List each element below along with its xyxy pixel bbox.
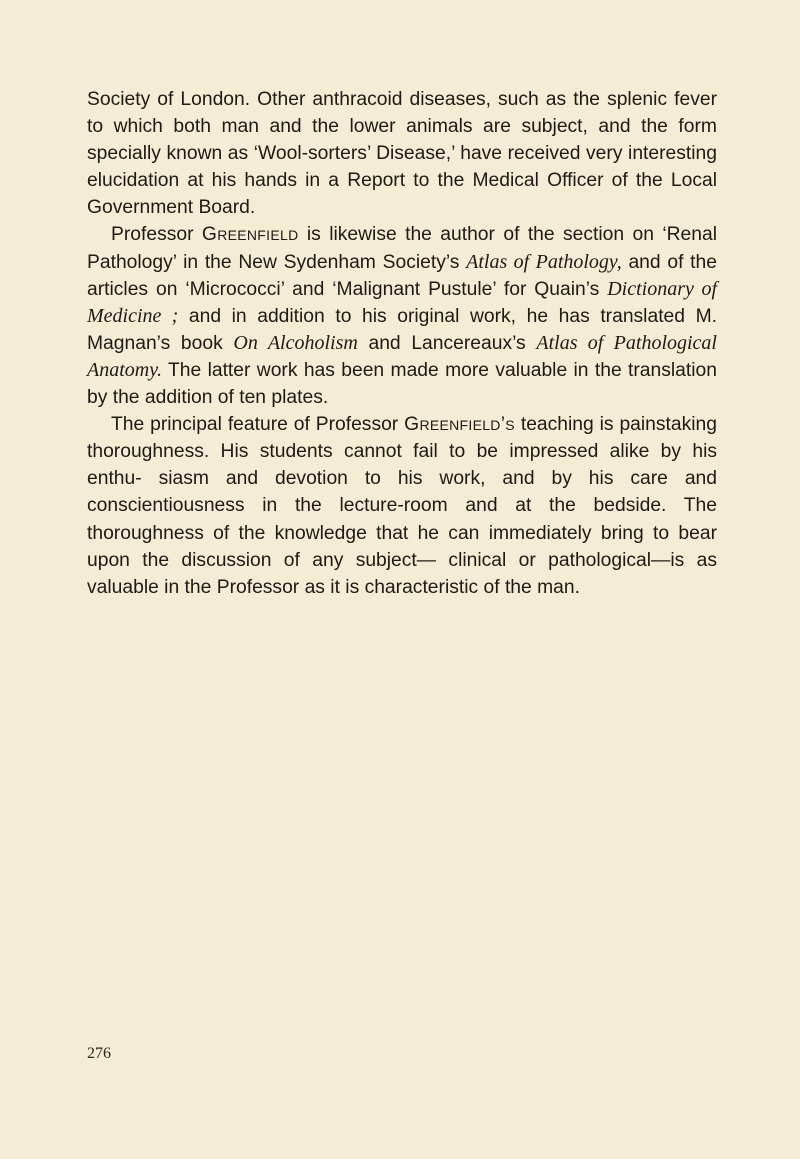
body-text [87, 86, 717, 601]
text-run: The principal feature of Professor [111, 414, 405, 436]
text-run: and Lancereaux’s [357, 332, 537, 354]
paragraph [87, 411, 717, 601]
paragraph [87, 86, 717, 221]
book-title: Atlas of Pathology, [466, 250, 622, 273]
book-title: Dictionary of Medicine ; [87, 277, 718, 327]
text-run: is likewise the author of the section on ‘Renal Pathology’ in the New Sydenham Society’s [87, 224, 717, 273]
text-run: The latter work has been made more valuable in the translation by the addition of ten plates. [87, 359, 717, 409]
text-run: and in addition to his original work, he has translated M. Magnan’s book [87, 305, 717, 354]
paragraph [87, 221, 717, 411]
page-number: 276 [87, 1045, 111, 1062]
text-run: Professor [111, 224, 202, 246]
text-run: teaching is painstaking thoroughness. His students cannot fail to be impressed alike by his enthu- siasm and devotion to his work, and by his care and conscientiousness in the lecture-room and at the bedside. The thoroughness of the knowledge that he can immediately bring to bear upon the discussion of any subject— clinical or pathological—is as valuable in the Professor as it is characteristic of the man. [87, 414, 717, 598]
text-run: and of the articles on ‘Micrococci’ and ‘Malignant Pustule’ for Quain’s [87, 251, 717, 300]
book-title: On Alcoholism [233, 331, 358, 354]
author-name: Greenfield’s [404, 414, 515, 436]
text-run: Society of London. Other anthracoid diseases, such as the splenic fever to which both man and the lower animals are subject, and the form specially known as ‘Wool-sorters’ Disease,’ have received very interesting elucidation at his hands in a Report to the Medical Officer of the Local Government Board. [87, 89, 717, 219]
book-title: Atlas of Pathological Anatomy. [87, 331, 717, 381]
author-name: Greenfield [201, 224, 299, 246]
